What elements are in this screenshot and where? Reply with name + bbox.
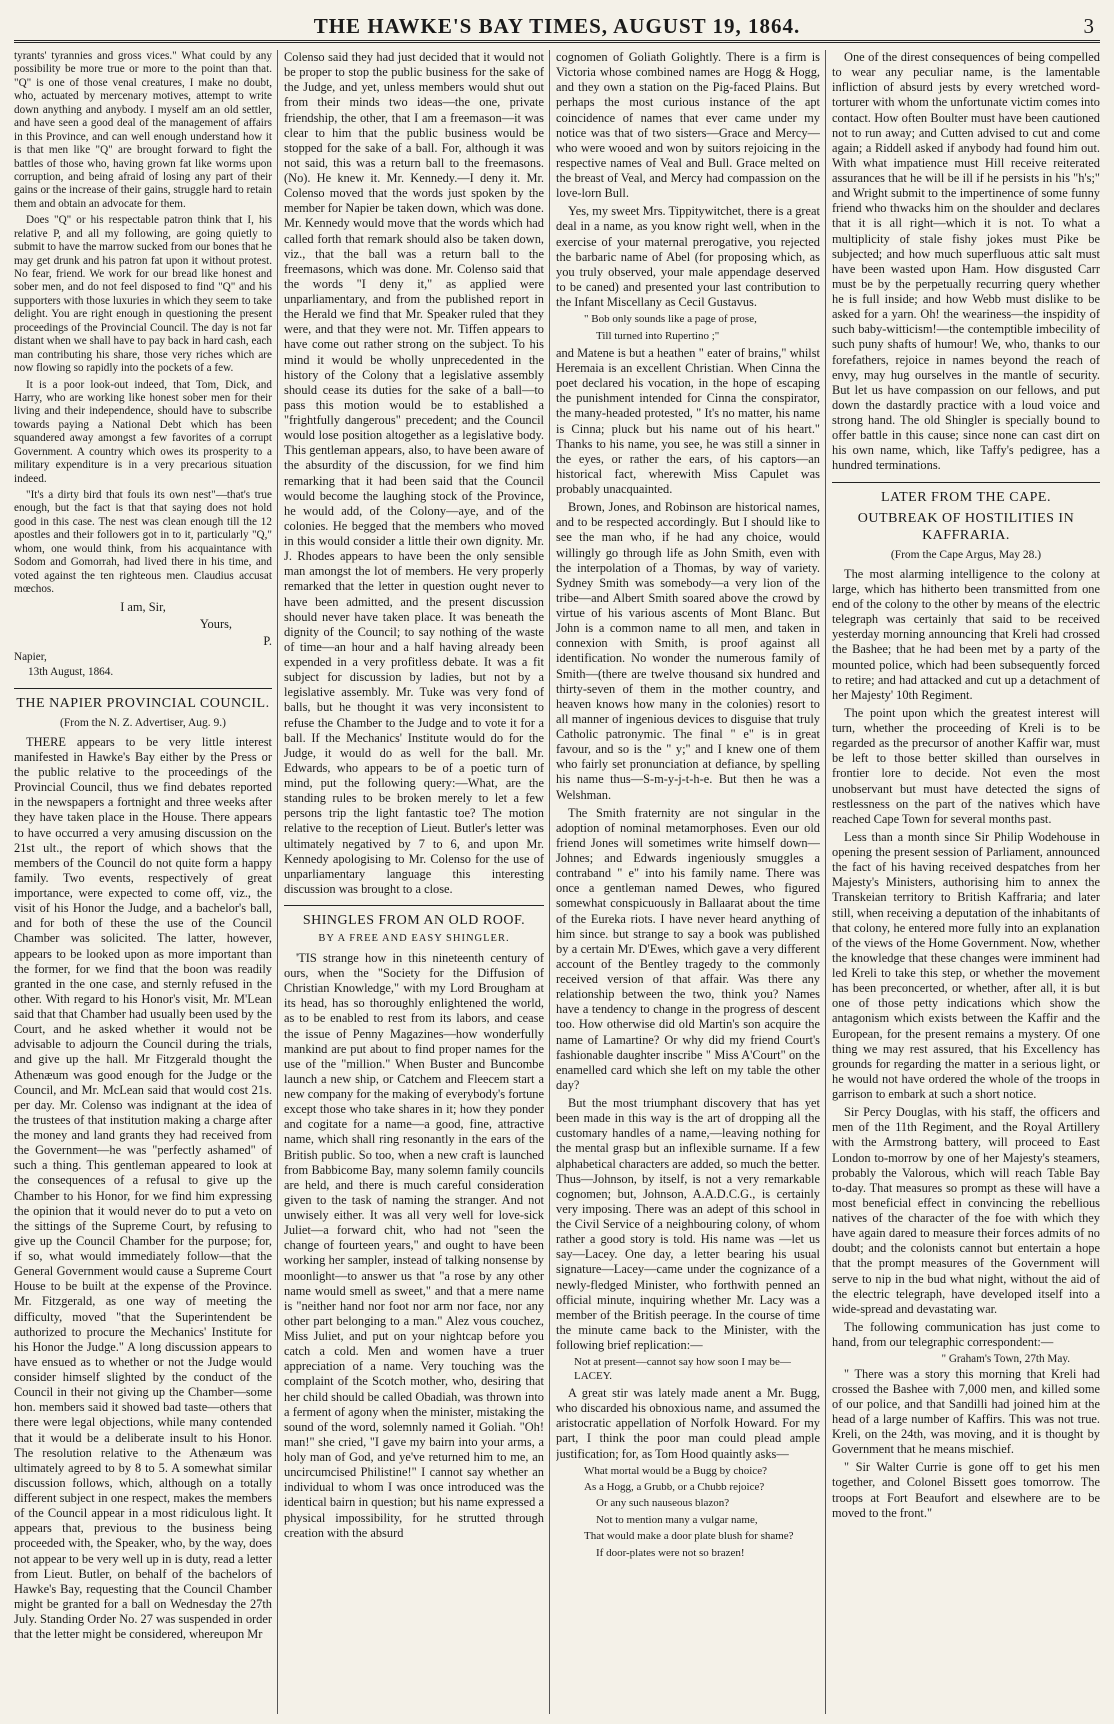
article-paragraph: Yes, my sweet Mrs. Tippitywitchet, there is a great deal in a name, as you know right well, when in the exercise of your maternal prerogative, you rejected the barbaric name of Abel (for proposing which, as you truly observed, your male appendage deserved to be caned) and presented your last contribution to the Infant Miscellany as Cecil Gustavus. bbox=[556, 204, 820, 309]
letter-date: 13th August, 1864. bbox=[28, 666, 114, 679]
letter-paragraph: tyrants' tyrannies and gross vices." What could by any possibility be more true or more to the point than that. "Q" is one of those venal creatures, I make no doubt, who, actuated by mercenary motives, attempt to write down anything and anybody. I myself am an old settler, and have seen a good deal of the management of affairs in this Province, and can well enough understand how it is that men like "Q" are brought forward to fight the battles of those who, having grown fat like worms upon corruption, and being afraid of losing any part of their gains or the increase of their gains, struggle hard to retain them and obtain an advocate for them. bbox=[14, 50, 272, 210]
article-paragraph: Less than a month since Sir Philip Wodehouse in opening the present session of Parliament, announced the fact of his having received despatches from her Majesty's Ministers, authorising him to annex the Transkeian territory to British Kaffraria; and later still, when receiving a deputation of the inhabitants of that colony, he entered more fully into an explanation of the views of the Home Government. Now, whether the knowledge that these changes were imminent had led Kreli to take this step, or whether the movement has been preconcerted, or whether, after all, it is but one of those petty indications which show the antagonism which exists between the Kaffir and the European, for the present remains a mystery. Of one thing we may rest assured, that his Excellency has grounds for regarding the matter in a serious light, or he would not have ordered the whole of the troops in garrison to embark at such a short notice. bbox=[832, 829, 1100, 1101]
article-paragraph: The most alarming intelligence to the colony at large, which has hitherto been transmitted from one end of the colony to the other by means of the electric telegraph was certainly that said to be received yesterday morning announcing that Kreli had crossed the Bashee; that he had been met by a party of the mounted police, which had been subsequently forced to retire; and had attacked and cut up a detachment of her Majesty' 10th Regiment. bbox=[832, 566, 1100, 702]
article-paragraph: cognomen of Goliath Golightly. There is a firm is Victoria whose combined names are Hogg & Hogg, and they own a station on the Pig-faced Plains. But perhaps the most curious instance of the apt coincidence of names that ever came under my notice was that of two sisters—Grace and Mercy—who were wooed and won by suitors rejoicing in the respective names of Veal and Bull. Grace melted on the breast of Veal, and Mercy had compassion on the love-lorn Bull. bbox=[556, 50, 820, 201]
masthead bbox=[14, 14, 1100, 43]
column-rule bbox=[277, 50, 278, 1714]
article-paragraph: THERE appears to be very little interest manifested in Hawke's Bay either by the Press or the public relative to the proceedings of the Provincial Council, thus we find debates reported in the newspapers a fortnight and three weeks after they have taken place in the House. There appears to have occurred a very amusing discussion on the 21st ult., the report of which shows that the members of the Council do not quite form a happy family. Two events, respectively of great importance, were expected to come off, viz., the visit of his Honor the Judge, and a bachelor's ball, and for both of these the use of the Council Chamber was solicited. The latter, however, appears to be looked upon as more important than the former, for we find that the boon was readily granted in the one case, and sternly refused in the other. With regard to his Honor's visit, Mr. M'Lean said that that Chamber had usually been used by the Court, and he asked whether it would not be advisable to adjourn the Council during the trials, and give up the hall. Mr Fitzgerald thought the Athenæum was good enough for the Judge or the Council, and Mr. McLean said that would cost 21s. per day. Mr. Colenso was indignant at the idea of the trustees of that institution making a charge after the money and land grants they had received from the Government—he was "perfectly ashamed" of such a thing. This gentleman appeared to look at the consequences of a refusal to give up the Chamber to his Honor, for we find him expressing the opinion that it would never do to put a veto on the sittings of the Supreme Court, by refusing to give up the Council Chamber for the purpose; for, if so, what would immediately follow—that the General Government would cause a Supreme Court House to be built at the expense of the Province. Mr. Fitzgerald, as one way of meeting the difficulty, moved "that the Superintendent be authorized to procure the Mechanics' Institute for his Honor the Judge." A long discussion appears to have ensued as to whether or not the Judge would consider himself slighted by the conduct of the Council in their not giving up the Chamber—some hon. members said it showed bad taste—others that there were legal objections, while many contended that it would be a deliberate insult to his Honor. The resolution relative to the Athenæum was ultimately agreed to by 8 to 5. A somewhat similar discussion follows, which, although on a totally different subject in one respect, makes the members of the Council appear in a most ridiculous light. It appears that, previous to the business being proceeded with, the Speaker, who, by the way, does not appear to be very well up in is duty, read a letter from Lieut. Butler, on behalf of the bachelors of Hawke's Bay, requesting that the Council Chamber might be granted for a ball on Wednesday the 27th July. Standing Order No. 27 was suspended in order that the letter might be considered, whereupon Mr bbox=[14, 734, 272, 1642]
letter-yours: Yours, bbox=[199, 616, 232, 631]
article-paragraph: The Smith fraternity are not singular in the adoption of nominal metamorphoses. Even our old friend Jones will sometimes write himself down—Johnes; and Edwards ingeniously smuggles a contraband " e" into his family name. There was once a gentleman named Dewes, who figured somewhat conspicuously in Ballaarat about the time of the Eureka riots. I have never heard anything of him since. but strange to say a book was published by a certain Mr. D'Ewes, which gave a very different account of the Bentley tragedy to the commonly received version of that affair. Was there any relationship between the two, think you? Names have a tendency to change in the progress of descent too. How otherwise did old Martin's son acquire the name of Lamartine? Or why did my friend Court's fashionable daughter inscribe " Miss A'Court" on the enamelled card which she left on my table the other day? bbox=[556, 805, 820, 1092]
column-rule bbox=[825, 50, 826, 1714]
article-source: (From the Cape Argus, May 28.) bbox=[890, 548, 1042, 561]
article-paragraph: 'TIS strange how in this nineteenth century of ours, when the "Society for the Diffusion of Christian Knowledge," with my Lord Brougham at its head, has so thoroughly enlightened the world, as to be enabled to rest from its labors, and cease the issue of Penny Magazines—how wonderfully mankind are put about to find proper names for the use of the "million." When Buster and Buncombe launch a new ship, or Catchem and Fleecem start a new company for the making of everybody's fortune except those who take shares in it; how they ponder and cogitate for a name—a good, fine, attractive name, which shall ring resonantly in the ears of the British public. So too, when a new craft is launched from Babbicome Bay, many solemn family councils are held, and there is much careful consideration given to the task of naming the stranger. And not unwisely either. It was all very well for love-sick Juliet—a forward chit, who had not "seen the change of fourteen years," and ought to have been working her sampler, instead of talking nonsense by moonlight—to answer us that "a rose by any other name would smell as sweet," and that a mere name is "neither hand nor foot nor arm nor face, nor any other part belonging to a man." Alez vous couchez, Miss Juliet, and put on your nightcap before you catch a cold. Men and women have a truer appreciation of a name. Very touching was the complaint of the Scotch mother, who, desiring that her child should be called Obadiah, was thrown into a ferment of agony when the minister, mistaking the sound of the word, solemnly named it Goliah. "Oh! man!" she cried, "I gave my bairn into your arms, a holy man of God, and ye've returned him to me, an uncircumcised Philistine!" I cannot say whether an individual to whom I was once introduced was the identical bairn in question; but his name expressed a physical impossibility, for he strutted through creation with the absurd bbox=[284, 950, 544, 1540]
article-paragraph: One of the direst consequences of being compelled to wear any peculiar name, is the lamentable infliction of absurd jests by every wretched word-torturer with whom the unfortunate victim comes into contact. How often Boulter must have been cautioned not to run away; and Cutten advised to cut and come again; a Riddell asked if anybody had found him out. With what impatience must Hill receive reiterated assurances that he will be ill if he persists in his "h's;" and Wright submit to the impertinence of some funny friend who thwacks him on the shoulder and declares that it is all right—which it is not. To what a multiplicity of stale fishy jokes must Pike be subjected; and how much superfluous attic salt must have been wasted upon Ham. How disgusted Carr must be by the perpetually recurring query whether he is full inside; and how Webb must dislike to be asked for a yarn. Oh! the weariness—the inspidity of such baby-witticism!—the contemptible imbecility of such puny shafts of humour! We, who, thanks to our forefathers, rejoice in names beyond the reach of envy, may hug ourselves in the mantle of security. But let us have compassion on our fellows, and put down the dastardly practice with a loud voice and strong hand. The old Shingler is specially bound to offer battle in this cause; since none can cast dirt on his own name, which, like Taffy's pedigree, has a hundred terminations. bbox=[832, 50, 1100, 473]
verse-line: As a Hogg, a Grubb, or a Chubb rejoice? bbox=[584, 1481, 765, 1494]
masthead-title: THE HAWKE'S BAY TIMES, AUGUST 19, 1864. bbox=[313, 14, 801, 38]
verse-line: Not to mention many a vulgar name, bbox=[596, 1513, 758, 1526]
column-1 bbox=[14, 50, 272, 1714]
telegram-paragraph: " Sir Walter Currie is gone off to get his men together, and Colonel Bissett goes tomorrow. The troops at Fort Beaufort and elsewhere are to be moved to the front." bbox=[832, 1460, 1100, 1520]
page-number: 3 bbox=[1083, 14, 1094, 38]
article-paragraph: Colenso said they had just decided that it would not be proper to stop the public business for the sake of the Judge, and yet, unless members would shut out from their minds two ideas—the one, private friendship, the other, that I am a freemason—it was clear to him that the public business would be stopped for the sake of a ball. For, although it was not said, this was a return ball to the freemasons. (No). He knew it. Mr. Kennedy.—I deny it. Mr. Colenso moved that the words just spoken by the member for Napier be taken down, which was done. Mr. Kennedy would move that the words which had called forth that remark should also be taken down, viz., that the ball was a return ball to the freemasons, which was done. Mr. Colenso said that the words "I deny it," as applied were unparliamentary, and from the published report in the Herald we find that Mr. Speaker ruled that they were, and that they were not. Mr. Tiffen appears to have come out rather strong on the subject. To his mind it would be wholly unprecedented in the history of the Colony that a legislative assembly should cease its duties for the sake of a ball—to pass this motion would be to established a "frightfully dangerous" precedent; and the Council would lose position altogether as a legislative body. This gentleman appears, also, to have been aware of the absurdity of the discussion, for we find him remarking that it had been said that the Council would become the laughing stock of the Province, he would add, of the Colony—aye, and of the colonies. He begged that the members who moved in this would consider a little their own dignity. Mr. J. Rhodes appears to have been the only sensible man amongst the lot of members. He very properly remarked that the letter in question ought never to have been admitted, and the present discussion should never have taken place. It was beneath the dignity of the Council; to say nothing of the waste of time—an hour and a half having already been expended in a very profitless debate. It was a fit subject for discussion by ladies, but not by a legislative assembly. Mr. Tuke was very fond of balls, but he thought it was very inconsistent to refuse the Chamber to the Judge and to vote it for a ball. If the Mechanics' Institute would do for the Judge, it would do as well for the ball. Mr. Edwards, who appears to be of a poetic turn of mind, put the following query:—What, are the standing rules to be broken merely to let a few persons trip the light fantastic toe? The motion relative to the reception of Lieut. Butler's letter was ultimately negatived by 7 to 6, and upon Mr. Kennedy apologising to Mr. Colenso for the use of unparliamentary language this interesting discussion was brought to a close. bbox=[284, 50, 544, 896]
verse-line: If door-plates were not so brazen! bbox=[596, 1546, 745, 1559]
article-byline: BY A FREE AND EASY SHINGLER. bbox=[318, 933, 510, 945]
letter-paragraph: "It's a dirty bird that fouls its own nest"—that's true enough, but the fact is that that saying does not hold good in this case. The nest was clean enough till the 12 apostles and their followers got in to it, particularly "Q," whom, one would think, from his acquaintance with Sodom and Gomorrah, had lived there in his time, and voted against the ten righteous men. Claudius accusat mœchos. bbox=[14, 489, 272, 596]
article-title: THE NAPIER PROVINCIAL COUNCIL. bbox=[14, 688, 272, 712]
column-4 bbox=[832, 50, 1100, 1714]
letter-place: Napier, bbox=[14, 650, 47, 663]
article-title: SHINGLES FROM AN OLD ROOF. bbox=[284, 905, 544, 929]
letter-paragraph: It is a poor look-out indeed, that Tom, Dick, and Harry, who are working like honest sober men for their living and their independence, should have to subscribe towards paying a National Debt which has been squandered away amongst a few favorites of a corrupt Government. A country which owes its prosperity to a military expenditure is in a very precarious situation indeed. bbox=[14, 378, 272, 485]
article-paragraph: But the most triumphant discovery that has yet been made in this way is the art of dropping all the customary handles of a name,—leaving nothing for the mental grasp but an inflexible surname. If a few alphabetical characters are added, so much the better. Thus—Johnson, by itself, is not a very remarkable cognomen; but, Johnson, A.A.D.C.G., is certainly very imposing. There was an adept of this school in the Civil Service of a neighbouring colony, of whom rather a good story is told. His name was —let us say—Lacey. One day, a letter bearing his usual signature—Lacey—came under the cognizance of a newly-fledged Minister, who forthwith penned an official minute, inquiring whether Mr. Lacy was a member of the British peerage. In the course of time the minute came back to the Minister, with the following brief replication:— bbox=[556, 1096, 820, 1353]
article-source: (From the N. Z. Advertiser, Aug. 9.) bbox=[60, 716, 226, 729]
reply-quote: Not at present—cannot say how soon I may be—LACEY. bbox=[574, 1356, 791, 1382]
column-rule bbox=[549, 50, 550, 1714]
telegram-paragraph: " There was a story this morning that Kreli had crossed the Bashee with 7,000 men, and killed some of our police, and that Sandilli had joined him at the head of a large number of Kaffirs. This was not true. Kreli, on the 24th, was moving, and it is thought by Government that he means mischief. bbox=[832, 1366, 1100, 1457]
verse-line: Or any such nauseous blazon? bbox=[596, 1497, 730, 1510]
letter-paragraph: Does "Q" or his respectable patron think that I, his relative P, and all my following, are going quietly to submit to have the marrow sucked from our bones that he may get drunk and his patron fat upon it without protest. No fear, friend. We work for our bread like honest and sober men, and do not feel disposed to find "Q" and his supporters with those luxuries in which they seem to take delight. You are right enough in questioning the present proceedings of the Provincial Council. The day is not far distant when we shall have to pay back in hard cash, each man contributing his share, those very riches which are now flowing so rapidly into the pockets of a few. bbox=[14, 214, 272, 375]
telegram-date: " Graham's Town, 27th May. bbox=[941, 1353, 1070, 1366]
verse-line: That would make a door plate blush for shame? bbox=[584, 1530, 794, 1543]
article-paragraph: Sir Percy Douglas, with his staff, the officers and men of the 11th Regiment, and the Royal Artillery with the Armstrong battery, will proceed to East London to-morrow by one of her Majesty's steamers, probably the Valorous, which will reach Table Bay to-day. That measures so prompt as these will have a most beneficial effect in convincing the rebellious natives of the character of the foe with which they have again dared to measure their forces admits of no doubt; and the colonists cannot but entertain a hope that the prompt measures of the Government will serve to nip in the bud what night, without the aid of the electric telegraph, have developed itself into a wide-spread and devastating war. bbox=[832, 1105, 1100, 1316]
article-paragraph: The following communication has just come to hand, from our telegraphic correspondent:— bbox=[832, 1319, 1100, 1349]
article-paragraph: Brown, Jones, and Robinson are historical names, and to be respected accordingly. But I should like to see the man who, if he had any choice, would willingly go through life as John Smith, even with the interpolation of a Thomas, by way of variety. Sydney Smith was somebody—a very lion of the tribe—and Albert Smith soared above the crowd by virtue of his various ascents of Mont Blanc. But John is a common name to all men, and taken in connexion with Smith, is proof against all identification. No wonder the numerous family of Smith—(there are twelve thousand six hundred and thirty-seven of them in the mother country, and heaven knows how many in the colonies) resort to all manner of ingenious devices to disguise that truly Catholic patronymic. The final " e" is in great favour, and so is the " y;" and I knew one of them who fairly set pronunciation at defiance, by spelling his name thus—S-m-y-j-t-h-e. But then he was a Welshman. bbox=[556, 500, 820, 802]
column-3 bbox=[556, 50, 820, 1714]
article-title: LATER FROM THE CAPE. bbox=[832, 482, 1100, 506]
column-2 bbox=[284, 50, 544, 1714]
verse-line: Till turned into Rupertino ;" bbox=[596, 329, 720, 342]
article-paragraph: The point upon which the greatest interest will turn, whether the proceeding of Kreli is to be regarded as the precursor of another Kaffir war, must be left to those better skilled than ourselves in frontier lore to decide. Not even the most unobservant but must have detected the signs of restlessness on the part of the natives which have reached Cape Town for several months past. bbox=[832, 705, 1100, 826]
verse-line: What mortal would be a Bugg by choice? bbox=[584, 1464, 767, 1477]
article-paragraph: A great stir was lately made anent a Mr. Bugg, who discarded his obnoxious name, and assumed the aristocratic appellation of Norfolk Howard. For my part, I think the poor man could plead ample justification; for, as Tom Hood quaintly asks— bbox=[556, 1386, 820, 1461]
article-subtitle: OUTBREAK OF HOSTILITIES IN KAFFRARIA. bbox=[857, 510, 1075, 543]
letter-closing: I am, Sir, bbox=[120, 599, 166, 614]
verse-line: " Bob only sounds like a page of prose, bbox=[584, 313, 757, 326]
article-paragraph: and Matene is but a heathen " eater of brains," whilst Heremaia is an excellent Christian. When Cinna the poet declared his vocation, in the hope of escaping the punishment intended for Cinna the conspirator, the many-headed protested, " It's no matter, his name is Cinna; pluck but his name out of his heart." Thanks to his name, you see, he was still a sinner in the eyes, or rather the ears, of his captors—an historical fact, wherewith Miss Capulet was probably unacquainted. bbox=[556, 345, 820, 497]
letter-signature: P. bbox=[263, 633, 272, 648]
